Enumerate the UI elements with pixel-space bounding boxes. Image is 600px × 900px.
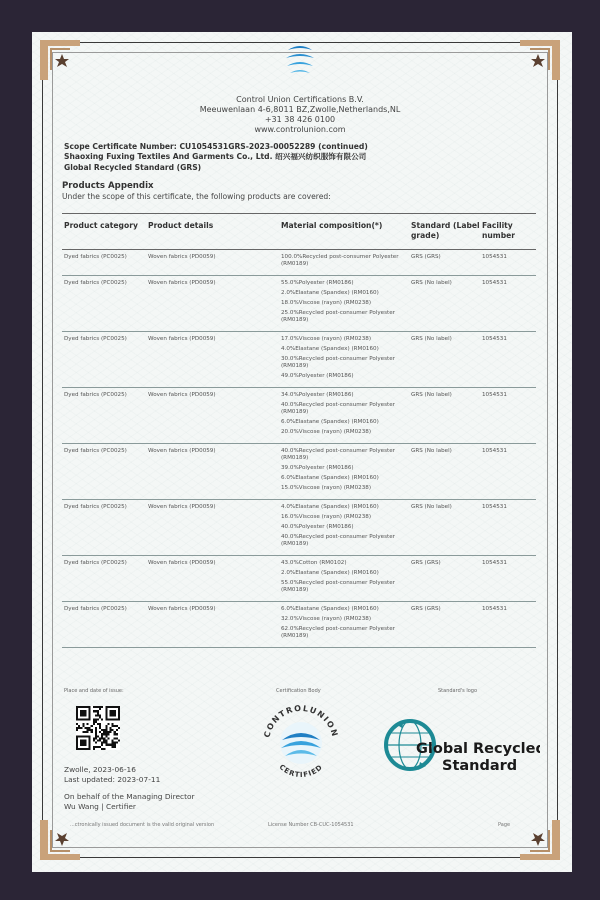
last-updated: Last updated: 2023-07-11 — [64, 775, 161, 784]
cell-category: Dyed fabrics (PC0025) — [64, 280, 127, 286]
seal-bottom-text: CERTIFIED — [277, 762, 325, 780]
material-item: 20.0%Viscose (rayon) (RM0238) — [281, 429, 372, 435]
global-recycled-standard-logo — [380, 710, 540, 780]
cell-standard: GRS (No label) — [411, 392, 452, 398]
corner-ornament-top-right — [520, 40, 560, 80]
cell-details: Woven fabrics (PD0059) — [148, 504, 216, 510]
seal-top-text: CONTROLUNION — [262, 703, 340, 739]
header-product-category: Product category — [64, 221, 138, 230]
table-row — [62, 444, 536, 500]
place-date-label: Place and date of issue: — [64, 688, 124, 694]
material-item: 25.0%Recycled post-consumer Polyester (RM0189) — [281, 310, 395, 323]
cell-category: Dyed fabrics (PC0025) — [64, 560, 127, 566]
company-name: Shaoxing Fuxing Textiles And Garments Co., Ltd. 绍兴福兴纺织服饰有限公司 — [64, 152, 367, 161]
material-item: 40.0%Recycled post-consumer Polyester (RM0189) — [281, 402, 395, 415]
cell-materials — [281, 254, 411, 271]
material-item: 62.0%Recycled post-consumer Polyester (RM0189) — [281, 626, 395, 639]
cell-facility: 1054531 — [482, 336, 507, 342]
control-union-logo-icon — [282, 40, 318, 80]
grs-logo-line1: Global Recycled — [416, 741, 540, 757]
header-product-details: Product details — [148, 221, 214, 230]
header-standard: Standard (Label grade) — [411, 221, 480, 240]
appendix-subtitle: Under the scope of this certificate, the following products are covered: — [62, 192, 331, 201]
material-item: 17.0%Viscose (rayon) (RM0238) — [281, 336, 372, 342]
material-item: 18.0%Viscose (rayon) (RM0238) — [281, 300, 372, 306]
material-item: 55.0%Polyester (RM0186) — [281, 280, 354, 286]
appendix-title: Products Appendix — [62, 181, 154, 191]
cell-materials — [281, 392, 411, 439]
cell-standard: GRS (No label) — [411, 280, 452, 286]
signer-name: Wu Wang | Certifier — [64, 802, 136, 811]
cell-materials — [281, 448, 411, 495]
table-row — [62, 276, 536, 332]
material-item: 4.0%Elastane (Spandex) (RM0160) — [281, 346, 379, 352]
table-header — [62, 213, 536, 250]
org-phone: +31 38 426 0100 — [264, 115, 336, 124]
products-table — [62, 213, 536, 648]
cell-category: Dyed fabrics (PC0025) — [64, 392, 127, 398]
table-row — [62, 500, 536, 556]
cell-facility: 1054531 — [482, 280, 507, 286]
material-item: 39.0%Polyester (RM0186) — [281, 465, 354, 471]
cell-standard: GRS (No label) — [411, 504, 452, 510]
cell-category: Dyed fabrics (PC0025) — [64, 254, 127, 260]
page-number: Page — [498, 822, 511, 828]
cell-materials — [281, 560, 411, 597]
cell-facility: 1054531 — [482, 448, 507, 454]
standard-logo-label: Standard's logo — [438, 688, 477, 694]
table-row — [62, 556, 536, 602]
material-item: 43.0%Cotton (RM0102) — [281, 560, 347, 566]
grs-logo-line2: Standard — [442, 758, 518, 774]
on-behalf-text: On behalf of the Managing Director — [64, 792, 195, 801]
material-item: 49.0%Polyester (RM0186) — [281, 373, 354, 379]
scope-certificate-number: Scope Certificate Number: CU1054531GRS-2023-00052289 (continued) — [64, 142, 368, 151]
cell-details: Woven fabrics (PD0059) — [148, 280, 216, 286]
table-row — [62, 602, 536, 648]
control-union-certified-seal — [258, 700, 344, 786]
svg-text:CERTIFIED — [278, 763, 325, 779]
cell-facility: 1054531 — [482, 254, 507, 260]
header-material-composition: Material composition(*) — [281, 221, 383, 230]
material-item: 6.0%Elastane (Spandex) (RM0160) — [281, 419, 379, 425]
cell-facility: 1054531 — [482, 504, 507, 510]
table-row — [62, 388, 536, 444]
disclaimer: ...ctronically issued document is the valid original version — [70, 822, 215, 828]
material-item: 40.0%Recycled post-consumer Polyester (RM0189) — [281, 448, 395, 461]
cell-category: Dyed fabrics (PC0025) — [64, 448, 127, 454]
cell-details: Woven fabrics (PD0059) — [148, 254, 216, 260]
org-website: www.controlunion.com — [254, 125, 346, 134]
certification-body-label: Certification Body — [276, 688, 321, 694]
qr-code[interactable] — [76, 706, 120, 750]
cell-details: Woven fabrics (PD0059) — [148, 448, 216, 454]
material-item: 2.0%Elastane (Spandex) (RM0160) — [281, 570, 379, 576]
cell-materials — [281, 336, 411, 383]
cell-materials — [281, 606, 411, 643]
place-date: Zwolle, 2023-06-16 — [64, 765, 136, 774]
cell-category: Dyed fabrics (PC0025) — [64, 504, 127, 510]
cell-category: Dyed fabrics (PC0025) — [64, 336, 127, 342]
cell-standard: GRS (GRS) — [411, 606, 441, 612]
cell-details: Woven fabrics (PD0059) — [148, 560, 216, 566]
material-item: 55.0%Recycled post-consumer Polyester (RM0189) — [281, 580, 395, 593]
header-facility-number: Facility number — [482, 221, 516, 240]
cell-materials — [281, 280, 411, 327]
cell-facility: 1054531 — [482, 606, 507, 612]
cell-facility: 1054531 — [482, 392, 507, 398]
cell-details: Woven fabrics (PD0059) — [148, 392, 216, 398]
material-item: 6.0%Elastane (Spandex) (RM0160) — [281, 606, 379, 612]
cell-details: Woven fabrics (PD0059) — [148, 336, 216, 342]
cell-standard: GRS (No label) — [411, 336, 452, 342]
cell-standard: GRS (No label) — [411, 448, 452, 454]
org-address: Meeuwenlaan 4-6,8011 BZ,Zwolle,Netherlands,NL — [199, 105, 401, 114]
material-item: 40.0%Recycled post-consumer Polyester (RM0189) — [281, 534, 395, 547]
corner-ornament-top-left — [40, 40, 80, 80]
material-item: 40.0%Polyester (RM0186) — [281, 524, 354, 530]
material-item: 2.0%Elastane (Spandex) (RM0160) — [281, 290, 379, 296]
cell-category: Dyed fabrics (PC0025) — [64, 606, 127, 612]
cell-details: Woven fabrics (PD0059) — [148, 606, 216, 612]
material-item: 32.0%Viscose (rayon) (RM0238) — [281, 616, 372, 622]
material-item: 4.0%Elastane (Spandex) (RM0160) — [281, 504, 379, 510]
material-item: 15.0%Viscose (rayon) (RM0238) — [281, 485, 372, 491]
material-item: 34.0%Polyester (RM0186) — [281, 392, 354, 398]
org-name: Control Union Certifications B.V. — [236, 95, 364, 104]
cell-facility: 1054531 — [482, 560, 507, 566]
material-item: 6.0%Elastane (Spandex) (RM0160) — [281, 475, 379, 481]
material-item: 30.0%Recycled post-consumer Polyester (RM0189) — [281, 356, 395, 369]
cell-standard: GRS (GRS) — [411, 560, 441, 566]
license-number: License Number CB-CUC-1054531 — [268, 822, 354, 828]
table-row — [62, 332, 536, 388]
table-row — [62, 250, 536, 276]
material-item: 100.0%Recycled post-consumer Polyester (RM0189) — [281, 254, 399, 267]
cell-standard: GRS (GRS) — [411, 254, 441, 260]
corner-ornament-bottom-right — [520, 820, 560, 860]
cell-materials — [281, 504, 411, 551]
standard-name: Global Recycled Standard (GRS) — [64, 163, 202, 172]
material-item: 16.0%Viscose (rayon) (RM0238) — [281, 514, 372, 520]
